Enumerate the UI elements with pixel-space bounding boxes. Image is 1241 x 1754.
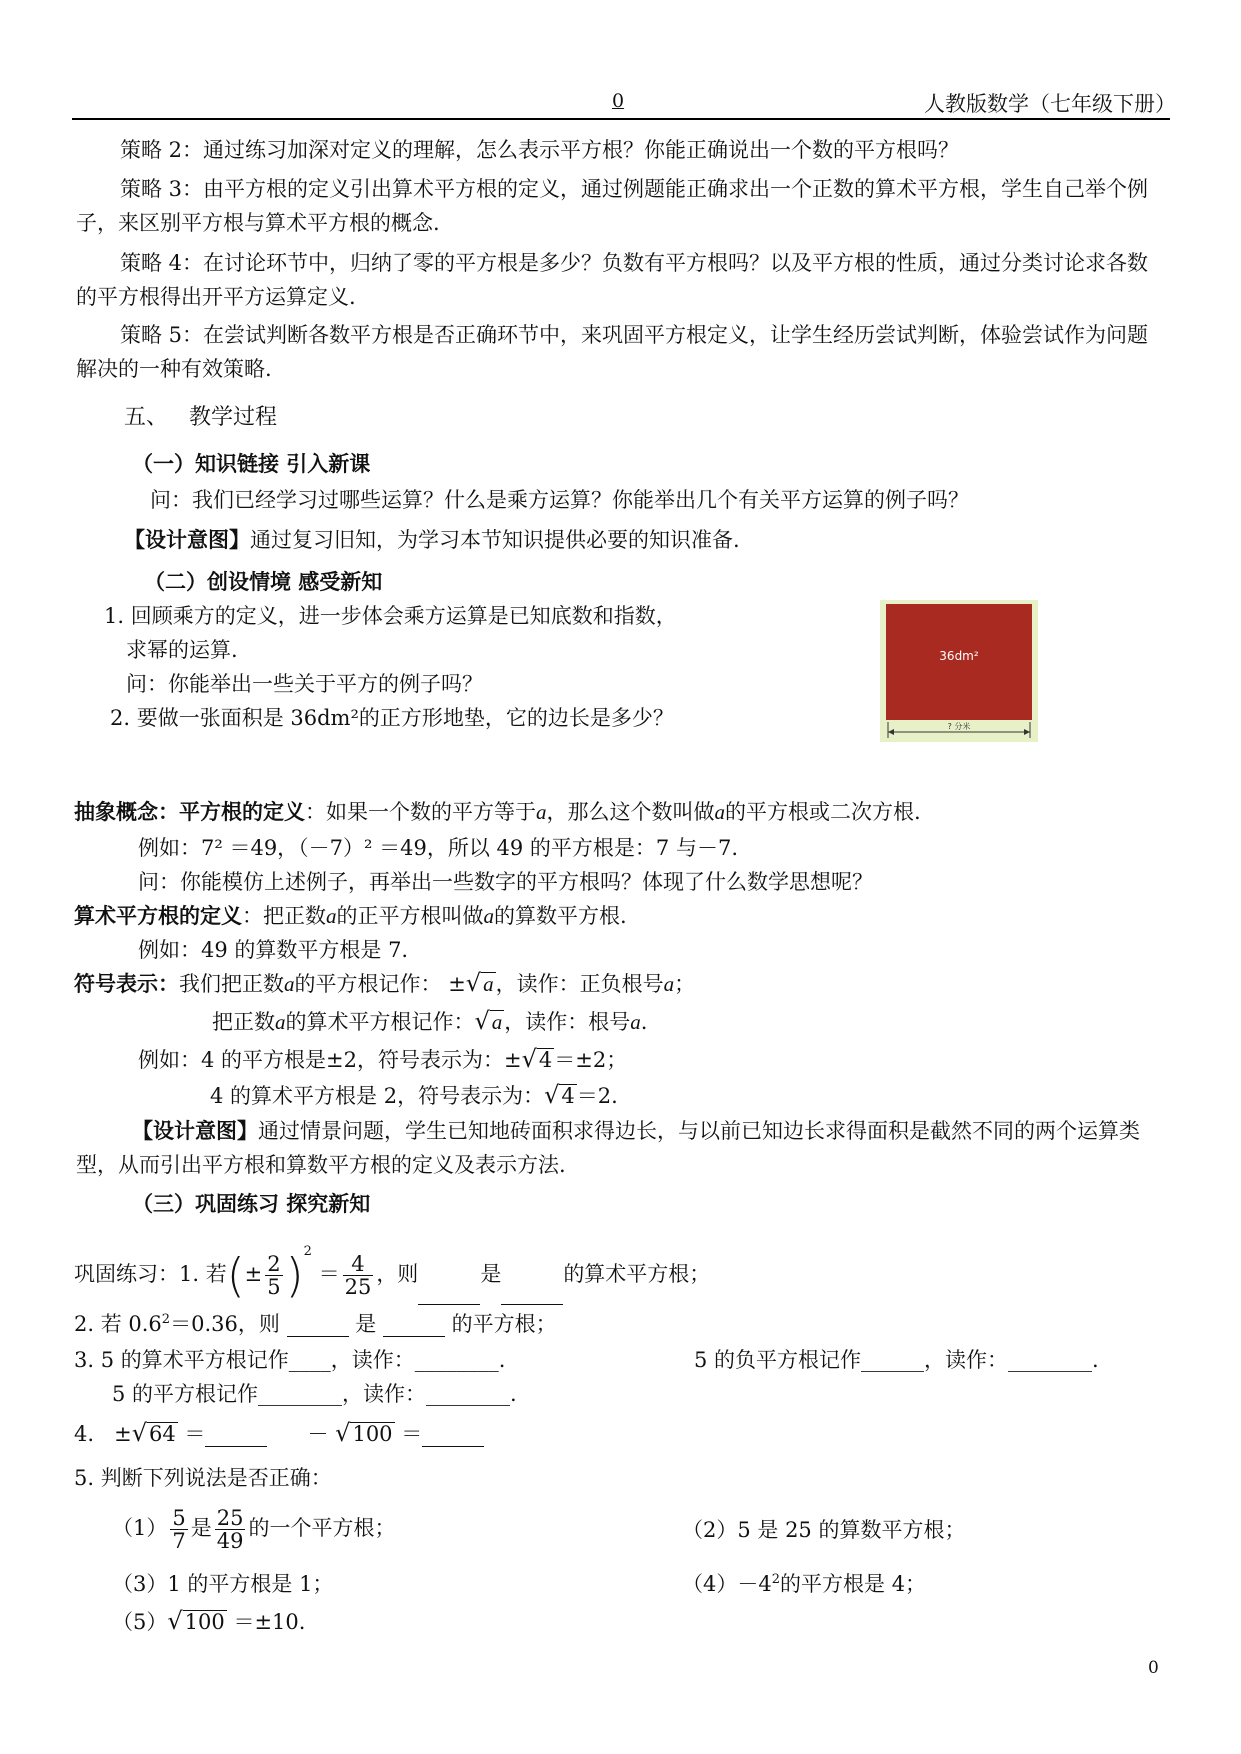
arith-text-c: 的算数平方根. [494, 904, 627, 928]
item-text: 的一个平方根； [248, 1516, 396, 1540]
example-text: 4 的算术平方根是 2，符号表示为： [210, 1084, 545, 1108]
strategy-2: 策略 2：通过练习加深对定义的理解，怎么表示平方根？你能正确说出一个数的平方根吗？ [120, 138, 960, 162]
radicand: a [491, 1010, 503, 1034]
footer-page-number: 0 [1148, 1658, 1159, 1678]
floor-mat-figure [880, 600, 1038, 742]
judge-2: （2）5 是 25 的算数平方根； [682, 1518, 966, 1542]
notation-line-2 [212, 1006, 647, 1036]
item-label: （5） [112, 1610, 168, 1634]
notation-text: ； [674, 972, 696, 996]
equals: ＝ [184, 1422, 206, 1446]
denominator: 5 [267, 1275, 281, 1299]
section-heading [124, 400, 277, 431]
strategy-4: 策略 4：在讨论环节中，归纳了零的平方根是多少？负数有平方根吗？以及平方根的性质，通过分类讨论求各数的平方根得出开平方运算定义. [76, 251, 1149, 309]
intent-text: 通过情景问题，学生已知地砖面积求得边长，与以前已知边长求得面积是截然不同的两个运算类型，从而引出平方根和算数平方根的定义及表示方法. [76, 1119, 1140, 1177]
arith-text-a: ：把正数 [242, 904, 326, 928]
arith-def-label: 算术平方根的定义 [74, 904, 242, 928]
item-text: ＝±10. [233, 1610, 306, 1634]
notation-example-2 [210, 1080, 618, 1110]
header-page-number: 0 [612, 90, 625, 112]
arith-definition [74, 900, 627, 930]
header-book-title: 人教版数学（七年级下册） [924, 92, 1176, 116]
exercise-3b: 5 的负平方根记作______，读作：________. [694, 1348, 1099, 1372]
concept-question: 问：你能模仿上述例子，再举出一些数字的平方根吗？体现了什么数学思想呢？ [138, 870, 873, 894]
notation-text: 的算术平方根记作： [285, 1010, 475, 1034]
judge-4 [682, 1568, 926, 1598]
arith-text-b: 的正平方根叫做 [336, 904, 484, 928]
radicand: 4 [561, 1084, 575, 1108]
part3-title: （三）巩固练习 探究新知 [132, 1192, 371, 1216]
part1-question: 问：我们已经学习过哪些运算？什么是乘方运算？你能举出几个有关平方运算的例子吗？ [150, 488, 969, 512]
exponent: 2 [771, 1572, 781, 1587]
part1-intent [124, 524, 740, 554]
def-text-a: ：如果一个数的平方等于 [305, 800, 536, 824]
example-text: ＝2. [576, 1084, 618, 1108]
judge-3: （3）1 的平方根是 1； [112, 1572, 334, 1596]
equals: ＝ [401, 1422, 423, 1446]
notation-text: ，读作：正负根号 [495, 972, 664, 996]
area-label: 36dm² [939, 649, 979, 663]
strategy-3: 策略 3：由平方根的定义引出算术平方根的定义，通过例题能正确求出一个正数的算术平方根，学生自己举个例子，来区别平方根与算术平方根的概念. [76, 177, 1149, 235]
exponent: 2 [303, 1244, 312, 1259]
intent-text: 通过复习旧知，为学习本节知识提供必要的知识准备. [250, 528, 740, 552]
answer-blank[interactable] [287, 1312, 349, 1337]
notation-label: 符号表示： [74, 972, 179, 996]
plus-minus: ± [114, 1422, 132, 1446]
arith-example: 例如：49 的算数平方根是 7. [138, 938, 409, 962]
item-text: （4）－4 [682, 1572, 772, 1596]
plus-minus: ± [448, 972, 466, 996]
notation-text: . [640, 1010, 648, 1034]
exercise-text: 的算术平方根； [563, 1262, 711, 1286]
notation-line-1 [74, 968, 695, 998]
var-a: a [663, 972, 675, 996]
def-text-c: 的平方根或二次方根. [725, 800, 921, 824]
notation-example-1 [138, 1044, 627, 1074]
answer-blank[interactable] [422, 1422, 484, 1447]
exercise-text: 是 [480, 1262, 502, 1286]
var-a: a [536, 800, 547, 824]
fraction [215, 1507, 246, 1552]
concept-definition [74, 796, 921, 826]
part2-title: （二）创设情境 感受新知 [144, 570, 383, 594]
fraction [265, 1253, 282, 1298]
exercise-text: 2. 若 0.6 [74, 1312, 162, 1336]
exercise-text: ，则 [376, 1262, 419, 1286]
intent-label: 【设计意图】 [132, 1119, 258, 1143]
radicand: a [483, 972, 494, 996]
denominator: 7 [172, 1529, 186, 1553]
exercise-4 [74, 1418, 484, 1448]
equals: ＝ [318, 1262, 340, 1286]
section-number: 五、 [124, 405, 169, 430]
var-a: a [284, 972, 295, 996]
part2-item1-cont: 求幂的运算. [126, 638, 238, 662]
answer-blank[interactable] [383, 1312, 445, 1337]
side-label: ? 分米 [947, 722, 971, 731]
item-text: 是 [190, 1516, 212, 1540]
exercise-text: 是 [355, 1312, 377, 1336]
var-a: a [714, 800, 725, 824]
notation-text: ，读作：根号 [504, 1010, 631, 1034]
numerator: 25 [216, 1505, 244, 1530]
numerator: 2 [267, 1251, 281, 1276]
radical-icon: √ [544, 1081, 560, 1109]
sqrt-def-label: 平方根的定义 [179, 800, 305, 824]
answer-blank[interactable] [205, 1422, 267, 1447]
exercise-3c: 5 的平方根记作________，读作：________. [112, 1382, 517, 1406]
radical-icon: √ [131, 1419, 147, 1447]
exercise-text: 的平方根； [451, 1312, 557, 1336]
fraction [170, 1507, 187, 1552]
header-rule [72, 118, 1170, 120]
item-text: 的平方根是 4； [780, 1572, 927, 1596]
intent-label: 【设计意图】 [124, 528, 250, 552]
denominator: 49 [216, 1529, 244, 1553]
fraction [343, 1253, 374, 1298]
exercise-text: ＝0.36，则 [170, 1312, 280, 1336]
part2-item1-question: 问：你能举出一些关于平方的例子吗？ [126, 672, 483, 696]
example-text: 例如：4 的平方根是±2，符号表示为：± [138, 1048, 522, 1072]
part1-title: （一）知识链接 引入新课 [132, 452, 371, 476]
judge-5 [112, 1606, 305, 1636]
exercise-text: 巩固练习：1. 若 [74, 1262, 227, 1286]
exercise-number: 4. [74, 1422, 95, 1446]
radical-icon: √ [167, 1607, 183, 1635]
judge-1 [112, 1500, 395, 1556]
numerator: 5 [172, 1505, 186, 1530]
minus: － [307, 1422, 329, 1446]
part2-item1: 1. 回顾乘方的定义，进一步体会乘方运算是已知底数和指数， [104, 604, 677, 628]
var-a: a [483, 904, 494, 928]
example-text: ＝±2； [554, 1048, 628, 1072]
radicand: 100 [352, 1422, 393, 1446]
radical-icon: √ [474, 1007, 490, 1035]
item-label: （1） [112, 1516, 168, 1540]
radical-icon: √ [465, 969, 482, 997]
radical-icon: √ [521, 1045, 537, 1073]
exponent: 2 [161, 1312, 171, 1327]
denominator: 25 [344, 1275, 372, 1299]
radicand: 4 [538, 1048, 553, 1072]
notation-text: 的平方根记作： [294, 972, 442, 996]
var-a: a [326, 904, 337, 928]
notation-text: 我们把正数 [179, 972, 284, 996]
section-title: 教学过程 [189, 405, 278, 430]
answer-blank[interactable] [501, 1244, 563, 1305]
var-a: a [275, 1010, 286, 1034]
exercise-2 [74, 1308, 557, 1338]
exercise-5-title: 5. 判断下列说法是否正确： [74, 1466, 332, 1490]
concept-example: 例如：7² ＝49，（－7）² ＝49，所以 49 的平方根是：7 与－7. [138, 836, 738, 860]
radicand: 100 [184, 1610, 225, 1634]
left-paren-icon: ( [226, 1248, 245, 1303]
plus-minus: ± [244, 1262, 263, 1286]
numerator: 4 [343, 1253, 374, 1276]
var-a: a [630, 1010, 641, 1034]
right-paren-icon: ) [285, 1248, 304, 1303]
exercise-3a: 3. 5 的算术平方根记作____，读作：________. [74, 1348, 506, 1372]
concept-label: 抽象概念： [74, 800, 179, 824]
answer-blank[interactable] [418, 1244, 480, 1305]
radical-icon: √ [335, 1419, 351, 1447]
exercise-1 [74, 1222, 710, 1306]
def-text-b: ，那么这个数叫做 [546, 800, 715, 824]
strategy-5: 策略 5：在尝试判断各数平方根是否正确环节中，来巩固平方根定义，让学生经历尝试判断，体验尝试作为问题解决的一种有效策略. [76, 323, 1149, 381]
notation-text: 把正数 [212, 1010, 275, 1034]
radicand: 64 [148, 1422, 176, 1446]
intent-2 [76, 1114, 1168, 1182]
part2-item2: 2. 要做一张面积是 36dm²的正方形地垫，它的边长是多少？ [110, 706, 674, 730]
